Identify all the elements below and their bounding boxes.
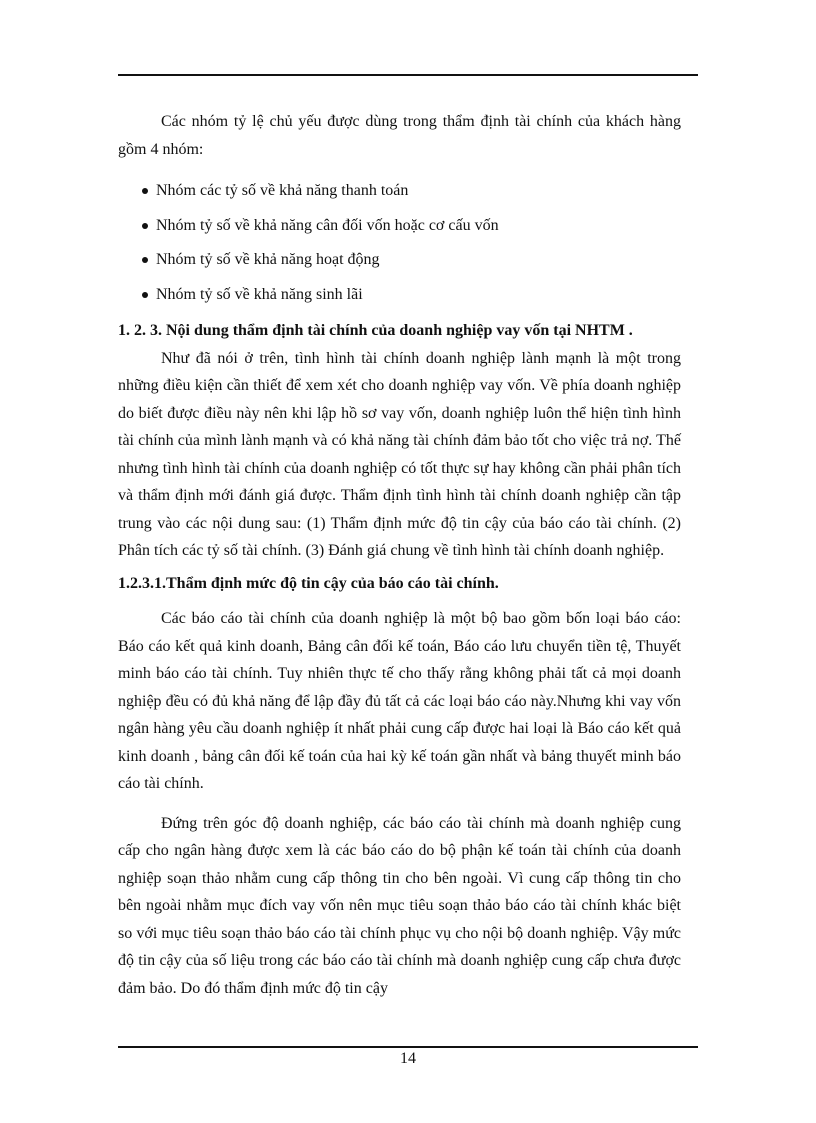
subsection-heading: 1.2.3.1.Thẩm định mức độ tin cậy của báo cáo tài chính. [118,574,499,592]
list-item: Nhóm tỷ số về khả năng sinh lãi [118,281,681,316]
header-rule [118,74,698,76]
intro-paragraph: Các nhóm tỷ lệ chủ yếu được dùng trong thẩm định tài chính của khách hàng gồm 4 nhóm: [118,113,681,158]
body-paragraph: Như đã nói ở trên, tình hình tài chính doanh nghiệp lành mạnh là một trong những điều kiện cần thiết để xem xét cho doanh nghiệp vay vốn. Về phía doanh nghiệp do biết được điều này nên khi lập hồ sơ vay vốn, doanh nghiệp luôn thể hiện tình hình tài chính của mình lành mạnh và có khả năng tài chính đảm bảo tốt cho việc trả nợ. Thế nhưng tình hình tài chính của doanh nghiệp có tốt thực sự hay không cần phải phân tích và thẩm định mới đánh giá được. Thẩm định tình hình tài chính doanh nghiệp cần tập trung vào các nội dung sau: (1) Thẩm định mức độ tin cậy của báo cáo tài chính. (2) Phân tích các tỷ số tài chính. (3) Đánh giá chung về tình hình tài chính doanh nghiệp. [118,349,681,559]
ratio-group-list [118,177,681,315]
list-item: Nhóm tỷ số về khả năng hoạt động [118,246,681,281]
page-number: 14 [400,1050,416,1067]
bullet-icon [142,188,148,194]
page-body [118,108,681,1002]
body-paragraph: Các báo cáo tài chính của doanh nghiệp là một bộ bao gồm bốn loại báo cáo: Báo cáo kết quả kinh doanh, Bảng cân đối kế toán, Báo cáo lưu chuyển tiền tệ, Thuyết minh báo cáo tài chính. Tuy nhiên thực tế cho thấy rằng không phải tất cả mọi doanh nghiệp đều có đủ khả năng để lập đầy đủ tất cả các loại báo cáo này.Nhưng khi vay vốn ngân hàng yêu cầu doanh nghiệp ít nhất phải cung cấp được hai loại là Báo cáo kết quả kinh doanh , bảng cân đối kế toán của hai kỳ kế toán gần nhất và bảng thuyết minh báo cáo tài chính. [118,610,681,792]
bullet-icon [142,223,148,229]
list-item: Nhóm tỷ số về khả năng cân đối vốn hoặc cơ cấu vốn [118,212,681,247]
bullet-icon [142,257,148,263]
bullet-icon [142,292,148,298]
section-heading: 1. 2. 3. Nội dung thẩm định tài chính của doanh nghiệp vay vốn tại NHTM . [118,322,633,339]
body-paragraph: Đứng trên góc độ doanh nghiệp, các báo cáo tài chính mà doanh nghiệp cung cấp cho ngân hàng được xem là các báo cáo do bộ phận kế toán tài chính của doanh nghiệp soạn thảo nhằm cung cấp thông tin cho bên ngoài. Vì cung cấp thông tin cho bên ngoài nhằm mục đích vay vốn nên mục tiêu soạn thảo báo cáo tài chính khác biệt so với mục tiêu soạn thảo báo cáo tài chính phục vụ cho nội bộ doanh nghiệp. Vậy mức độ tin cậy của số liệu trong các báo cáo tài chính mà doanh nghiệp cung cấp chưa được đảm bảo. Do đó thẩm định mức độ tin cậy [118,814,681,997]
list-item: Nhóm các tỷ số về khả năng thanh toán [118,177,681,212]
